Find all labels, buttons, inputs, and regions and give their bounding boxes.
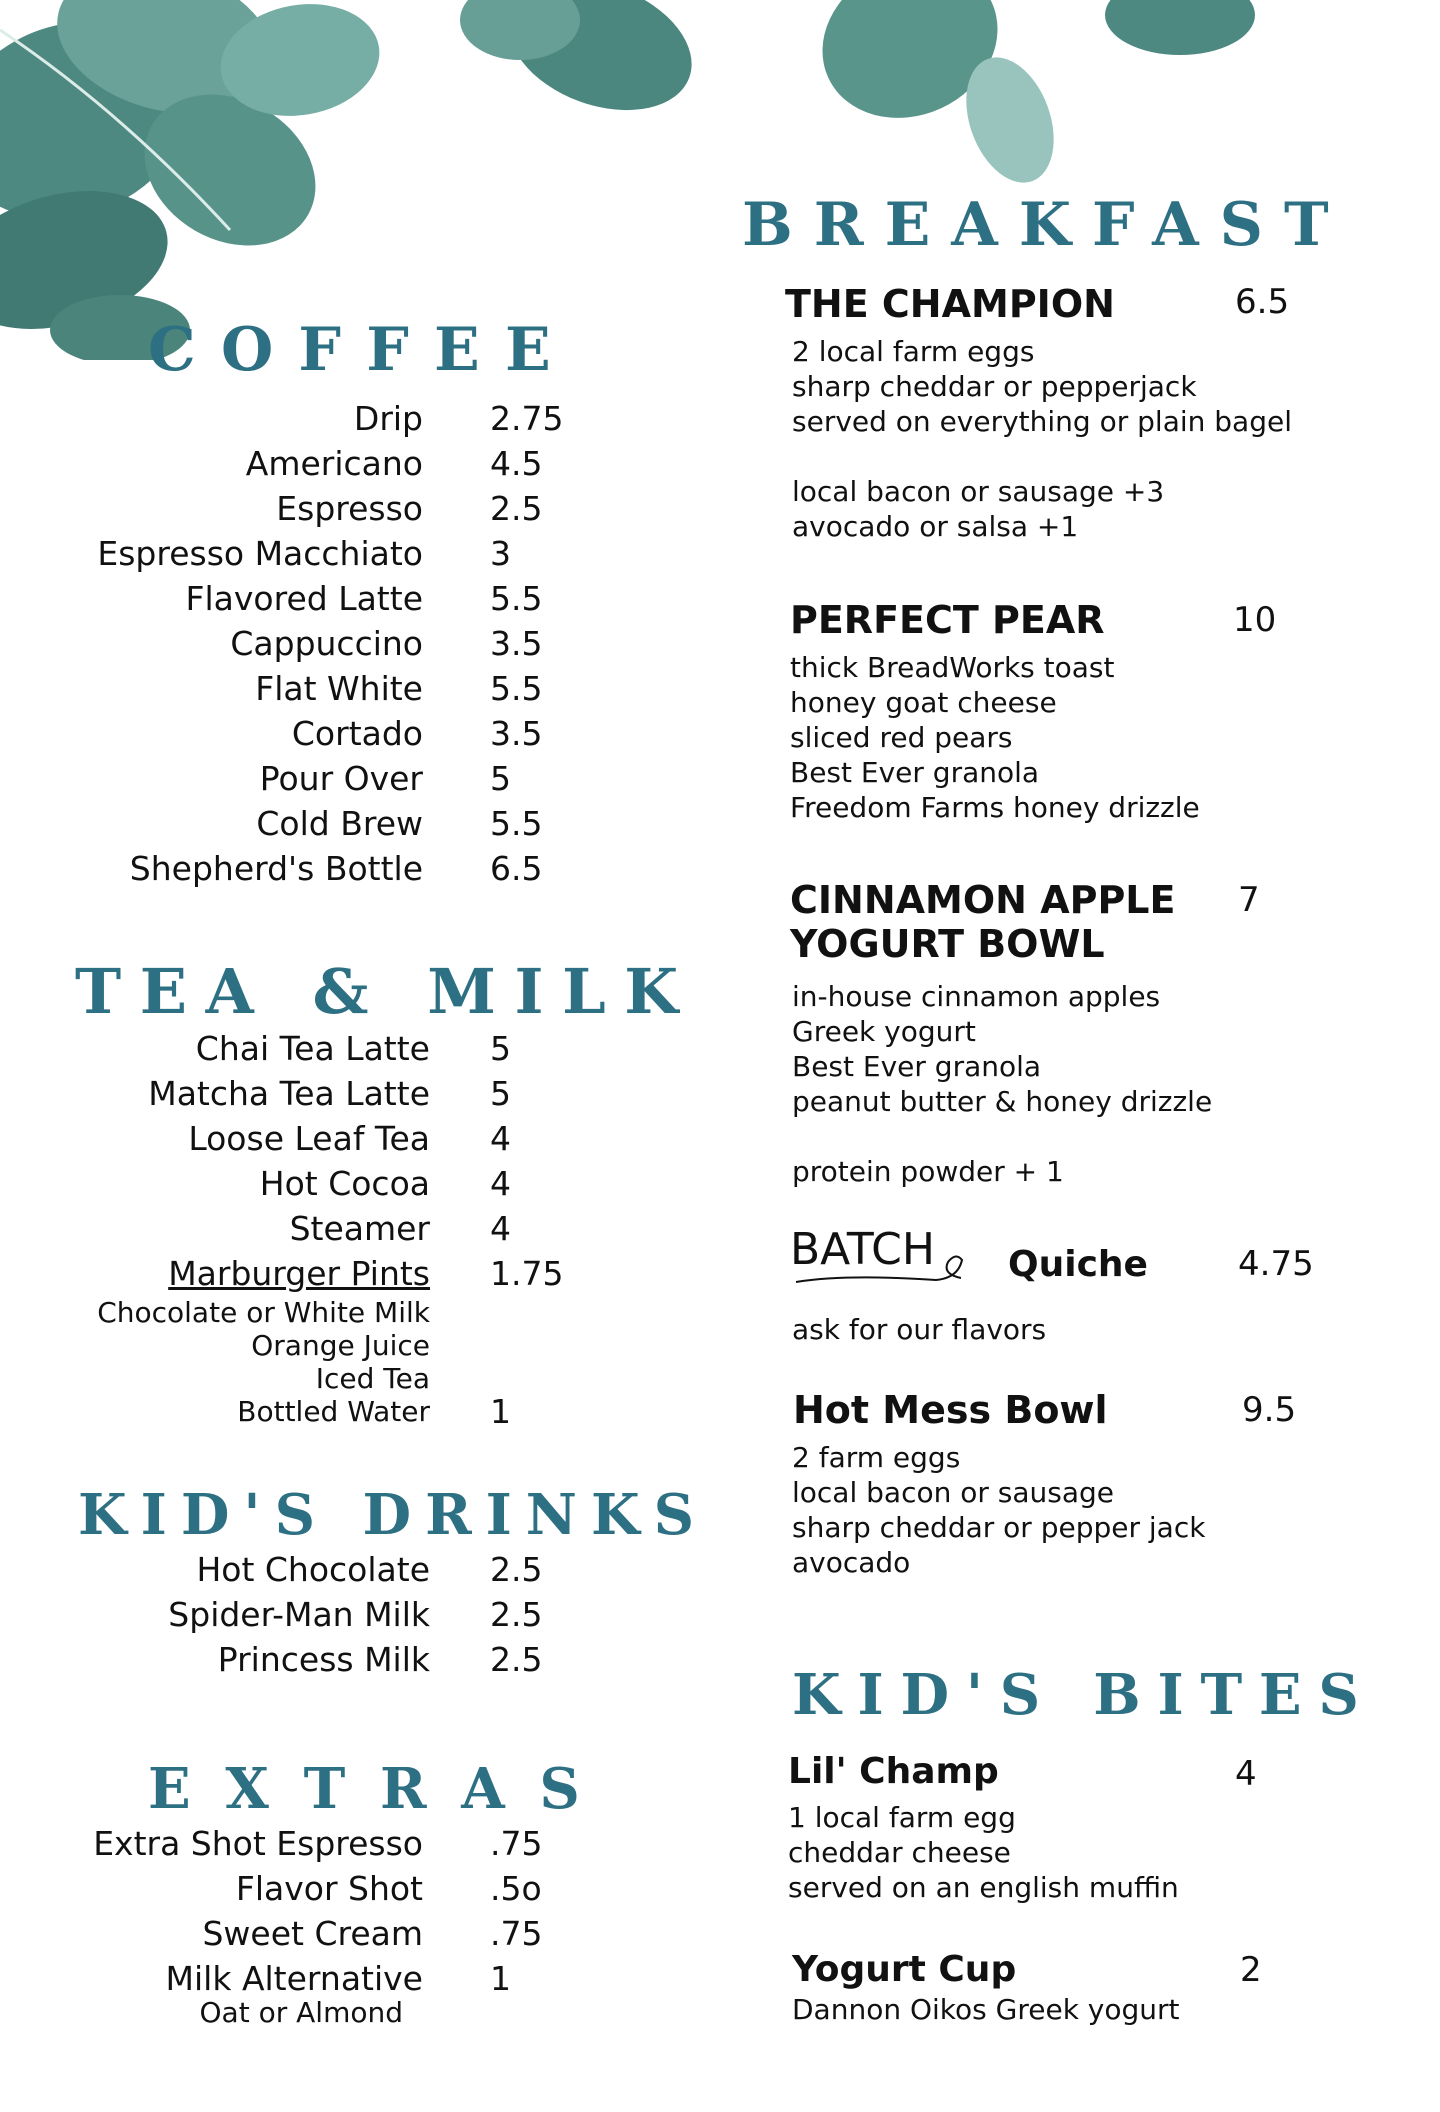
menu-item-price: 2.75 bbox=[490, 399, 564, 438]
pear-desc: honey goat cheese bbox=[790, 686, 1057, 719]
champion-price: 6.5 bbox=[1235, 282, 1290, 322]
menu-item-name: Princess Milk bbox=[217, 1640, 430, 1679]
lil-champ-desc: cheddar cheese bbox=[788, 1836, 1011, 1869]
menu-item-price: 3 bbox=[490, 534, 511, 573]
champion-desc: served on everything or plain bagel bbox=[792, 405, 1292, 438]
menu-item-price: 1.75 bbox=[490, 1254, 564, 1293]
lil-champ-title: Lil' Champ bbox=[788, 1751, 999, 1792]
pints-option: Orange Juice bbox=[251, 1329, 430, 1362]
menu-item-price: 5.5 bbox=[490, 579, 543, 618]
pear-desc: Best Ever granola bbox=[790, 756, 1040, 789]
menu-item-name: Espresso bbox=[276, 489, 423, 528]
champion-title: THE CHAMPION bbox=[785, 282, 1115, 326]
apple-desc: Best Ever granola bbox=[792, 1050, 1042, 1083]
menu-item-price: 6.5 bbox=[490, 849, 543, 888]
hot-mess-title: Hot Mess Bowl bbox=[793, 1388, 1108, 1432]
pints-option: Iced Tea bbox=[315, 1362, 430, 1395]
apple-desc: peanut butter & honey drizzle bbox=[792, 1085, 1213, 1118]
mess-desc: sharp cheddar or pepper jack bbox=[792, 1511, 1206, 1544]
eucalyptus-leaves-decoration bbox=[0, 0, 1440, 360]
menu-item-name: Cappuccino bbox=[230, 624, 423, 663]
menu-item-name: Sweet Cream bbox=[202, 1914, 423, 1953]
menu-item-price: 5 bbox=[490, 1074, 511, 1113]
menu-item-name: Matcha Tea Latte bbox=[148, 1074, 430, 1113]
menu-item-name: Cold Brew bbox=[256, 804, 423, 843]
lil-champ-price: 4 bbox=[1235, 1754, 1257, 1794]
menu-item-price: 5 bbox=[490, 759, 511, 798]
champion-desc: sharp cheddar or pepperjack bbox=[792, 370, 1197, 403]
bottled-water-price: 1 bbox=[490, 1392, 511, 1431]
menu-item-name: Chai Tea Latte bbox=[195, 1029, 430, 1068]
lil-champ-desc: 1 local farm egg bbox=[788, 1801, 1016, 1834]
lil-champ-desc: served on an english muffin bbox=[788, 1871, 1179, 1904]
mess-desc: local bacon or sausage bbox=[792, 1476, 1115, 1509]
pear-desc: sliced red pears bbox=[790, 721, 1013, 754]
svg-text:BATCH: BATCH bbox=[790, 1224, 935, 1275]
menu-item-name: Flavor Shot bbox=[235, 1869, 423, 1908]
tea-milk-heading: TEA & MILK bbox=[75, 955, 697, 1028]
batch-logo bbox=[786, 1216, 976, 1300]
mess-desc: 2 farm eggs bbox=[792, 1441, 961, 1474]
menu-item-price: 2.5 bbox=[490, 1640, 543, 1679]
menu-item-price: .75 bbox=[490, 1914, 543, 1953]
hot-mess-price: 9.5 bbox=[1242, 1390, 1297, 1430]
pear-desc: thick BreadWorks toast bbox=[790, 651, 1115, 684]
quiche-desc: ask for our flavors bbox=[792, 1313, 1047, 1346]
apple-desc: in-house cinnamon apples bbox=[792, 980, 1161, 1013]
menu-item-name: Flavored Latte bbox=[185, 579, 423, 618]
menu-item-price: 1 bbox=[490, 1959, 511, 1998]
bottled-water-name: Bottled Water bbox=[237, 1395, 430, 1428]
menu-item-price: 4.5 bbox=[490, 444, 543, 483]
menu-item-name: Shepherd's Bottle bbox=[129, 849, 423, 888]
champion-addon: avocado or salsa +1 bbox=[792, 510, 1079, 543]
menu-item-name: Hot Chocolate bbox=[196, 1550, 430, 1589]
menu-item-price: 5.5 bbox=[490, 669, 543, 708]
menu-item-name: Cortado bbox=[291, 714, 423, 753]
perfect-pear-title: PERFECT PEAR bbox=[790, 598, 1105, 642]
menu-item-name: Loose Leaf Tea bbox=[188, 1119, 430, 1158]
menu-item-price: 3.5 bbox=[490, 624, 543, 663]
menu-item-price: 2.5 bbox=[490, 1595, 543, 1634]
kids-bites-heading: KID'S BITES bbox=[792, 1662, 1376, 1728]
menu-item-name: Espresso Macchiato bbox=[97, 534, 423, 573]
perfect-pear-price: 10 bbox=[1233, 600, 1277, 640]
menu-item-name: Extra Shot Espresso bbox=[93, 1824, 423, 1863]
menu-item-price: 4 bbox=[490, 1164, 511, 1203]
milk-alternative-note: Oat or Almond bbox=[199, 1996, 403, 2029]
extras-heading: EXTRAS bbox=[148, 1756, 615, 1822]
menu-item-name: Marburger Pints bbox=[168, 1254, 430, 1293]
coffee-heading: COFFEE bbox=[148, 315, 576, 385]
pear-desc: Freedom Farms honey drizzle bbox=[790, 791, 1200, 824]
champion-desc: 2 local farm eggs bbox=[792, 335, 1035, 368]
menu-item-price: 4 bbox=[490, 1209, 511, 1248]
menu-item-price: 5 bbox=[490, 1029, 511, 1068]
cinnamon-apple-title-line2: YOGURT BOWL bbox=[790, 922, 1105, 966]
cinnamon-apple-price: 7 bbox=[1238, 880, 1260, 920]
mess-desc: avocado bbox=[792, 1546, 911, 1579]
menu-item-price: .75 bbox=[490, 1824, 543, 1863]
yogurt-cup-desc: Dannon Oikos Greek yogurt bbox=[792, 1993, 1180, 2026]
yogurt-cup-price: 2 bbox=[1240, 1950, 1262, 1990]
menu-item-name: Steamer bbox=[289, 1209, 430, 1248]
menu-item-name: Flat White bbox=[255, 669, 423, 708]
apple-addon: protein powder + 1 bbox=[792, 1155, 1064, 1188]
menu-item-price: 5.5 bbox=[490, 804, 543, 843]
apple-desc: Greek yogurt bbox=[792, 1015, 976, 1048]
menu-item-price: 2.5 bbox=[490, 1550, 543, 1589]
menu-item-name: Pour Over bbox=[259, 759, 423, 798]
menu-item-name: Americano bbox=[245, 444, 423, 483]
kids-drinks-heading: KID'S DRINKS bbox=[78, 1482, 709, 1548]
breakfast-heading: BREAKFAST bbox=[742, 190, 1350, 260]
quiche-title: Quiche bbox=[1008, 1244, 1148, 1285]
menu-item-price: 4 bbox=[490, 1119, 511, 1158]
menu-item-price: 3.5 bbox=[490, 714, 543, 753]
quiche-price: 4.75 bbox=[1238, 1244, 1314, 1284]
yogurt-cup-title: Yogurt Cup bbox=[792, 1949, 1017, 1990]
cinnamon-apple-title: CINNAMON APPLE bbox=[790, 878, 1176, 922]
pints-option: Chocolate or White Milk bbox=[97, 1296, 430, 1329]
menu-item-name: Hot Cocoa bbox=[259, 1164, 430, 1203]
menu-item-name: Spider-Man Milk bbox=[168, 1595, 430, 1634]
menu-item-name: Drip bbox=[353, 399, 423, 438]
menu-item-price: 2.5 bbox=[490, 489, 543, 528]
menu-item-price: .5o bbox=[490, 1869, 542, 1908]
champion-addon: local bacon or sausage +3 bbox=[792, 475, 1165, 508]
menu-item-name: Milk Alternative bbox=[165, 1959, 423, 1998]
